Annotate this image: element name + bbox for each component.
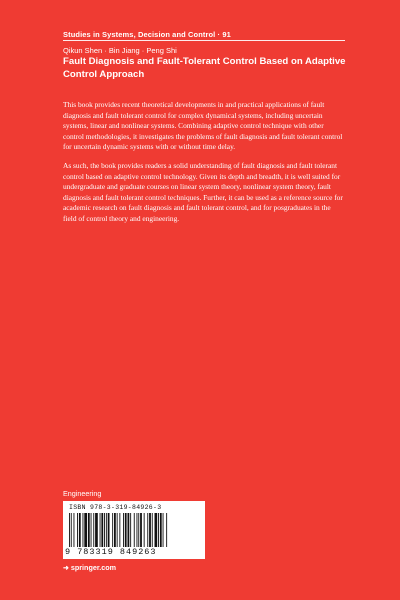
barcode xyxy=(63,501,205,559)
barcode-bar xyxy=(104,513,105,547)
description-paragraph-1: This book provides recent theoretical developments in and practical applications of fault diagnosis and fault tolerant control for complex dynamical systems, including uncertain systems, linear and nonlinear systems. Combining adaptive control technique with other control methodologies, it investigates the problems of fault diagnosis and fault tolerant control for uncertain dynamic systems with or without time delay. xyxy=(63,100,343,152)
divider xyxy=(63,40,345,41)
barcode-bar xyxy=(134,513,135,547)
isbn-label: ISBN 978-3-319-84926-3 xyxy=(69,504,162,511)
barcode-bar xyxy=(155,513,158,547)
barcode-bars xyxy=(69,513,199,547)
authors: Qikun Shen · Bin Jiang · Peng Shi xyxy=(63,46,177,55)
barcode-bar xyxy=(123,513,124,547)
barcode-bar xyxy=(100,513,101,547)
barcode-bar xyxy=(101,513,103,547)
publisher-website[interactable] xyxy=(63,563,116,572)
barcode-bar xyxy=(160,513,162,547)
book-title: Fault Diagnosis and Fault-Tolerant Control Based on Adaptive Control Approach xyxy=(63,56,346,80)
barcode-bar xyxy=(166,513,167,547)
barcode-bar xyxy=(106,513,107,547)
barcode-bar xyxy=(137,513,138,547)
barcode-bar xyxy=(74,513,75,547)
barcode-bar xyxy=(119,513,120,547)
barcode-bar xyxy=(149,513,151,547)
barcode-bar xyxy=(114,513,116,547)
subject-category: Engineering xyxy=(63,489,102,498)
barcode-bar xyxy=(77,513,78,547)
ean-number: 9 783319 849263 xyxy=(65,547,157,557)
barcode-bar xyxy=(163,513,164,547)
barcode-bar xyxy=(112,513,113,547)
barcode-bar xyxy=(144,513,145,547)
barcode-bar xyxy=(117,513,118,547)
barcode-bar xyxy=(91,513,92,547)
barcode-bar xyxy=(128,513,130,547)
barcode-bar xyxy=(84,513,87,547)
barcode-bar xyxy=(125,513,127,547)
website-label: springer.com xyxy=(70,563,117,572)
barcode-bar xyxy=(83,513,84,547)
barcode-bar xyxy=(138,513,139,547)
barcode-bar xyxy=(88,513,90,547)
barcode-bar xyxy=(130,513,131,547)
series-name: Studies in Systems, Decision and Control · 91 xyxy=(63,30,231,39)
barcode-bar xyxy=(158,513,159,547)
barcode-bar xyxy=(147,513,148,547)
barcode-bar xyxy=(140,513,142,547)
barcode-bar xyxy=(108,513,110,547)
arrow-right-icon: ➜ xyxy=(63,565,69,572)
description xyxy=(63,100,345,233)
barcode-bar xyxy=(93,513,94,547)
barcode-bar xyxy=(95,513,98,547)
barcode-bar xyxy=(71,513,72,547)
barcode-bar xyxy=(152,513,153,547)
barcode-bar xyxy=(79,513,81,547)
description-paragraph-2: As such, the book provides readers a solid understanding of fault diagnosis and fault tolerant control based on adaptive control technology. Given its depth and breadth, it is well suited for undergraduate and graduate courses on linear system theory, nonlinear system theory, fault diagnosis and fault tolerant control techniques. Further, it can be used as a reference source for academic research on fault diagnosis and fault tolerant control, and for posgraduates in the field of control theory and engineering. xyxy=(63,160,343,223)
barcode-bar xyxy=(69,513,70,547)
